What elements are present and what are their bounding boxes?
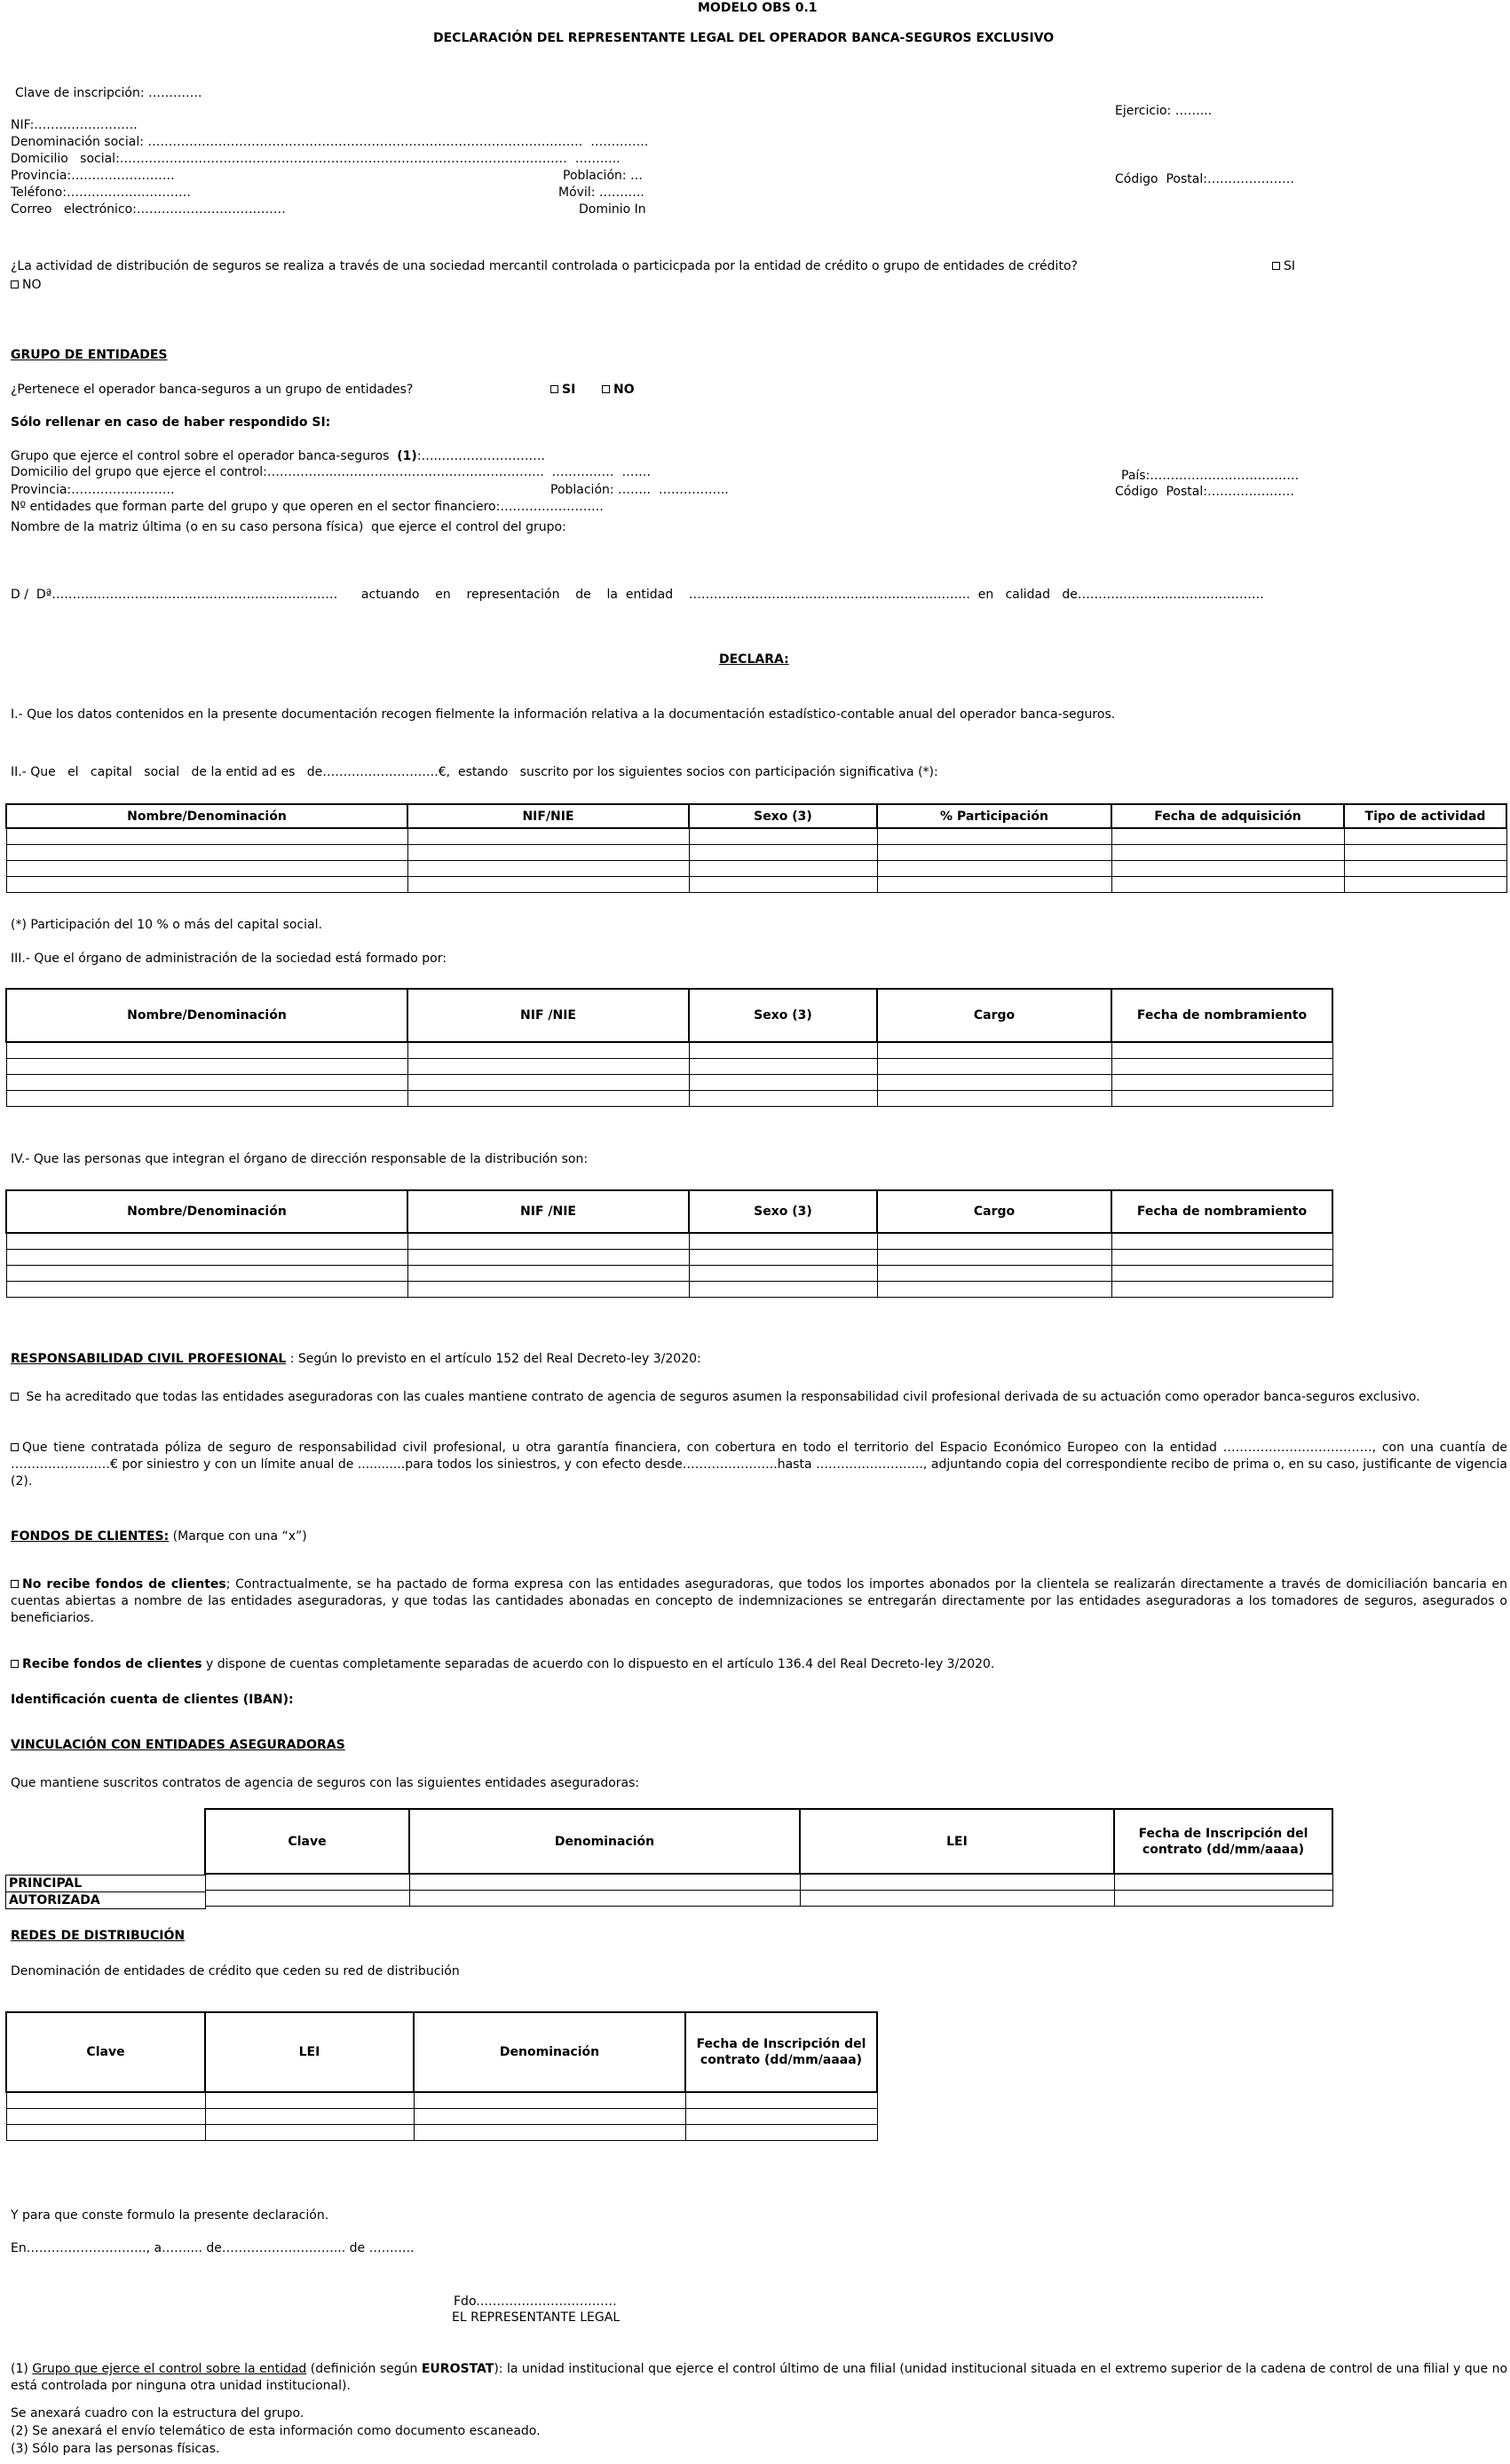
cierre-text: Y para que conste formulo la presente declaración. (11, 2208, 329, 2223)
table-row (6, 2092, 877, 2109)
table-row (205, 1874, 1332, 1891)
direccion-table (5, 1189, 1333, 1298)
table-row (6, 877, 1506, 893)
table-row (6, 1282, 1332, 1298)
table-header: Fecha de Inscripción del contrato (dd/mm/aaaa) (1114, 1809, 1332, 1874)
table-row (6, 1042, 1332, 1059)
table-row (6, 828, 1506, 845)
table-header: Cargo (877, 989, 1111, 1042)
grupo-num-entidades-field: Nº entidades que forman parte del grupo y que operen en el sector financiero:……………………. (11, 500, 604, 514)
table-row (6, 1233, 1332, 1250)
page-title: DECLARACIÓN DEL REPRESENTANTE LEGAL DEL OPERADOR BANCA-SEGUROS EXCLUSIVO (433, 31, 1055, 45)
denominacion-field: Denominación social: …………………………………………………………………………………………… ………….. (11, 135, 649, 149)
table-header: NIF /NIE (407, 1190, 689, 1233)
clave-field: Clave de inscripción: …………. (15, 86, 202, 100)
table-header: Sexo (3) (689, 804, 877, 828)
declara-point-4: IV.- Que las personas que integran el órgano de dirección responsable de la distribución son: (11, 1152, 589, 1166)
grupo-only-if: Sólo rellenar en caso de haber respondido SI: (11, 415, 331, 430)
table-row (6, 2109, 877, 2125)
redes-heading: REDES DE DISTRIBUCIÓN (11, 1929, 186, 1943)
fondos-heading: FONDOS DE CLIENTES: (11, 1529, 170, 1544)
note-1b: Se anexará cuadro con la estructura del grupo. (11, 2406, 304, 2421)
dominio-field: Dominio In (579, 202, 646, 217)
table-header: Cargo (877, 1190, 1111, 1233)
fondos-line: FONDOS DE CLIENTES: (Marque con una “x”) (11, 1529, 307, 1544)
declara-point-1: I.- Que los datos contenidos en la presente documentación recogen fielmente la información relativa a la documentación estadístico-contable anual del operador banca-seguros. (11, 707, 1116, 722)
table-header: Fecha de nombramiento (1111, 1190, 1332, 1233)
table-header: Denominación (414, 2012, 685, 2092)
checkbox-icon (550, 385, 558, 393)
grupo-question: ¿Pertenece el operador banca-seguros a un grupo de entidades? (11, 383, 414, 397)
table-header: Sexo (3) (689, 1190, 877, 1233)
distribution-question: ¿La actividad de distribución de seguros se realiza a través de una sociedad mercantil controlada o particicpada por la entidad de crédito o grupo de entidades de crédito? (11, 259, 1078, 273)
table-row (6, 1075, 1332, 1091)
cierre-place-date: En……………………….., a…….... de………………………... de ……….. (11, 2241, 415, 2255)
checkbox-icon (11, 1660, 19, 1668)
grupo-matriz-field: Nombre de la matriz última (o en su caso persona física) que ejerce el control del grupo: (11, 520, 566, 534)
note-2: (2) Se anexará el envío telemático de esta información como documento escaneado. (11, 2424, 541, 2438)
poblacion-field: Población: … (563, 169, 644, 183)
distribution-si-option[interactable]: SI (1272, 258, 1295, 274)
table-header: % Participación (877, 804, 1111, 828)
admin-table (5, 988, 1333, 1107)
declara-point-2: II.- Que el capital social de la entid ad es de……………………….€, estando suscrito por los siguientes socios con participación significativa (*): (11, 765, 938, 779)
table-header: Denominación (409, 1809, 800, 1874)
table-row (6, 845, 1506, 861)
socios-table (5, 803, 1507, 893)
representante-line: D / Dª…………………………………………………………… actuando en representación de la entidad ………………………………………………………….. en calidad de……………………………………… (11, 588, 1264, 602)
vinculacion-row-labels (5, 1875, 206, 1909)
grupo-si-option[interactable]: SI (550, 382, 575, 398)
table-header: NIF /NIE (407, 989, 689, 1042)
table-header: Clave (6, 2012, 205, 2092)
movil-field: Móvil: ……….. (558, 186, 644, 200)
redes-intro: Denominación de entidades de crédito que ceden su red de distribución (11, 1964, 460, 1978)
checkbox-icon (1272, 262, 1280, 270)
grupo-no-option[interactable]: NO (602, 382, 635, 398)
correo-field: Correo electrónico:……………………………… (11, 202, 286, 217)
fondos-option-1[interactable]: No recibe fondos de clientes; Contractualmente, se ha pactado de forma expresa con las entidades aseguradoras, que todos los importes abonados por la clientela se realizarán directamente a través de domiciliación bancaria en cuentas abiertas a nombre de las entidades aseguradoras, y que todas las cantidades abonadas en concepto de indemnizaciones se entregarán directamente por las entidades aseguradoras a los tomadores de seguros, asegurados o beneficiarios. (11, 1577, 1507, 1625)
table-row (6, 1250, 1332, 1266)
vinculacion-heading: VINCULACIÓN CON ENTIDADES ASEGURADORAS (11, 1738, 345, 1752)
fondos-option-2[interactable]: Recibe fondos de clientes y dispone de cuentas completamente separadas de acuerdo con lo dispuesto en el artículo 136.4 del Real Decreto-ley 3/2020. (11, 1656, 1507, 1673)
table-header: NIF/NIE (407, 804, 689, 828)
signature-role: EL REPRESENTANTE LEGAL (452, 2310, 621, 2325)
form-model: MODELO OBS 0.1 (698, 1, 818, 15)
table-row (6, 1059, 1332, 1075)
iban-field: Identificación cuenta de clientes (IBAN): (11, 1693, 294, 1707)
codigo-postal-field: Código Postal:………………… (1115, 172, 1294, 186)
nif-field: NIF:……………………. (11, 118, 138, 132)
vinculacion-table (204, 1808, 1333, 1907)
declara-heading: DECLARA: (719, 652, 789, 667)
table-header: LEI (800, 1809, 1114, 1874)
table-header: Nombre/Denominación (6, 1190, 407, 1233)
grupo-domicilio-field: Domicilio del grupo que ejerce el control:……………..………………………………………….. …………… ……. (11, 465, 651, 479)
table-header: Nombre/Denominación (6, 989, 407, 1042)
checkbox-icon (11, 1393, 19, 1401)
domicilio-field: Domicilio social:……………………………………………………………………………………………… ……….. (11, 152, 621, 166)
grupo-heading: GRUPO DE ENTIDADES (11, 348, 168, 362)
checkbox-icon (602, 385, 610, 393)
table-header: Fecha de nombramiento (1111, 989, 1332, 1042)
grupo-poblacion-field: Población: …….. …………….. (550, 483, 729, 497)
table-header: Fecha de adquisición (1111, 804, 1344, 828)
distribution-no-option[interactable]: NO (11, 277, 42, 293)
socios-note: (*) Participación del 10 % o más del capital social. (11, 918, 322, 932)
table-row (205, 1891, 1332, 1907)
table-header: Sexo (3) (689, 989, 877, 1042)
provincia-field: Provincia:……………………. (11, 169, 175, 183)
grupo-control-field: Grupo que ejerce el control sobre el operador banca-seguros (1):…..……………………. (11, 449, 545, 463)
signature-line: Fdo.…………………………… (454, 2294, 617, 2309)
table-row (6, 1266, 1332, 1282)
table-header: Nombre/Denominación (6, 804, 407, 828)
telefono-field: Teléfono:………………………… (11, 186, 191, 200)
grupo-provincia-field: Provincia:……………………. (11, 483, 175, 497)
responsabilidad-line: RESPONSABILIDAD CIVIL PROFESIONAL : Según lo previsto en el artículo 152 del Real Decreto-ley 3/2020: (11, 1352, 701, 1366)
grupo-pais-field: País:……………………………… (1121, 469, 1300, 483)
vinculacion-intro: Que mantiene suscritos contratos de agencia de seguros con las siguientes entidades aseguradoras: (11, 1776, 640, 1790)
note-1: (1) Grupo que ejerce el control sobre la entidad (definición según EUROSTAT): la unidad institucional que ejerce el control último de una filial (unidad institucional situada en el extremo superior de la cadena de control de una filial y que no está controlada por ninguna otra unidad institucional). (11, 2362, 1508, 2393)
responsabilidad-option-2[interactable]: Que tiene contratada póliza de seguro de responsabilidad civil profesional, u otra garantía financiera, con cobertura en todo el territorio del Espacio Económico Europeo con la entidad ………………………………, con una cuantía de ……………………€ por siniestro y con un límite anual de ............para todos los siniestros, y con efecto desde…………………..hasta …………………….., adjuntando copia del correspondiente recibo de prima o, en su caso, justificante de vigencia (2). (11, 1441, 1507, 1489)
grupo-codigo-postal-field: Código Postal:………………… (1115, 485, 1294, 499)
ejercicio-field: Ejercicio: ……... (1115, 104, 1213, 118)
table-row (6, 861, 1506, 877)
declara-point-3: III.- Que el órgano de administración de la sociedad está formado por: (11, 952, 447, 966)
row-label-principal: PRINCIPAL (6, 1876, 206, 1892)
checkbox-icon (11, 280, 19, 288)
table-header: Fecha de Inscripción del contrato (dd/mm/aaaa) (685, 2012, 877, 2092)
redes-table (5, 2011, 878, 2141)
row-label-autorizada: AUTORIZADA (6, 1892, 206, 1909)
checkbox-icon (11, 1443, 19, 1451)
table-header: LEI (205, 2012, 414, 2092)
responsabilidad-option-1[interactable]: Se ha acreditado que todas las entidades aseguradoras con las cuales mantiene contrato de agencia de seguros asumen la responsabilidad civil profesional derivada de su actuación como operador banca-seguros exclusivo. (11, 1389, 1507, 1406)
responsabilidad-heading: RESPONSABILIDAD CIVIL PROFESIONAL (11, 1352, 287, 1366)
table-header: Tipo de actividad (1344, 804, 1506, 828)
table-header: Clave (205, 1809, 409, 1874)
checkbox-icon (11, 1580, 19, 1588)
table-row (6, 2125, 877, 2141)
table-row (6, 1091, 1332, 1107)
note-3: (3) Sólo para las personas físicas. (11, 2442, 220, 2456)
